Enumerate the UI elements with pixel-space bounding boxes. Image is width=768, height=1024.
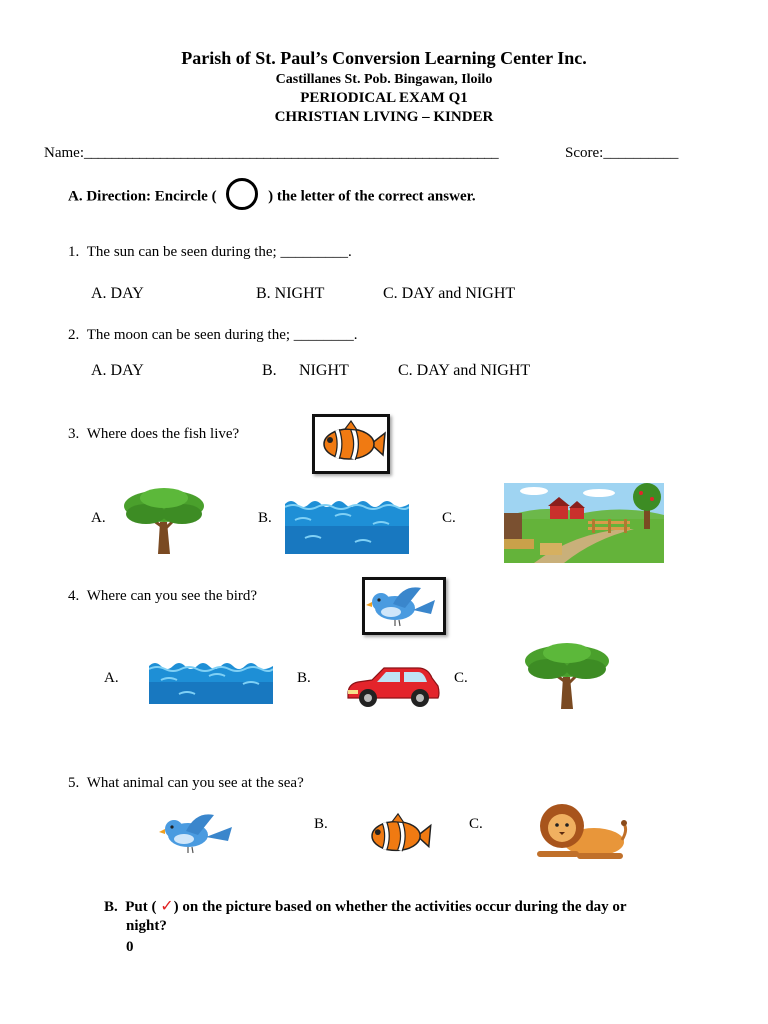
name-line: ____________________________________________________________ [83, 145, 498, 161]
question-text: What animal can you see at the sea? [86, 775, 304, 791]
bird-icon [158, 804, 236, 862]
check-mark-icon: ✓ [160, 896, 174, 915]
bird-icon [365, 580, 443, 632]
score-line: __________ [603, 145, 679, 161]
section-b-letter: B. [104, 899, 118, 915]
school-name: Parish of St. Paul’s Conversion Learning Center Inc. [181, 48, 587, 68]
q4-letter-c[interactable]: C. [454, 670, 468, 686]
score-label: Score: [565, 145, 604, 161]
section-a-prefix: A. Direction: Encircle ( [68, 188, 217, 205]
question-text: The moon can be seen during the; ________. [86, 327, 358, 343]
sea-icon [149, 660, 273, 704]
question-number: 2. [68, 327, 80, 343]
bird-picture-frame [362, 577, 446, 635]
q2-option-c[interactable]: C. DAY and NIGHT [398, 362, 531, 379]
question-number: 1. [68, 244, 80, 260]
tree-picture[interactable] [522, 639, 612, 711]
farm-picture[interactable] [504, 483, 664, 563]
question-number: 3. [68, 426, 80, 442]
question-3 [68, 426, 239, 443]
tree-icon [120, 484, 208, 556]
q3-letter-a[interactable]: A. [91, 510, 106, 526]
question-4 [68, 588, 257, 605]
fish-icon [315, 417, 387, 471]
q5-letter-b[interactable]: B. [314, 816, 328, 832]
farm-icon [504, 483, 664, 563]
question-5 [68, 775, 304, 792]
q2-option-b-letter[interactable]: B. [262, 362, 277, 379]
section-b-direction [104, 896, 627, 916]
question-text: The sun can be seen during the; _________. [86, 244, 352, 260]
tree-picture[interactable] [120, 484, 208, 556]
q1-option-a[interactable]: A. DAY [91, 285, 144, 302]
q2-option-a[interactable]: A. DAY [91, 362, 144, 379]
bird-picture[interactable] [158, 804, 236, 862]
sea-icon [285, 498, 409, 554]
sea-picture[interactable] [285, 498, 409, 554]
question-1 [68, 244, 352, 261]
section-b-line2: night? [126, 918, 167, 934]
fish-picture[interactable] [362, 810, 434, 862]
q1-option-b[interactable]: B. NIGHT [256, 285, 325, 302]
subject-title: CHRISTIAN LIVING – KINDER [274, 109, 494, 125]
section-b-text-before: Put ( [125, 899, 157, 915]
circle-icon [226, 178, 258, 210]
question-number: 4. [68, 588, 80, 604]
q4-letter-b[interactable]: B. [297, 670, 311, 686]
school-address: Castillanes St. Pob. Bingawan, Iloilo [275, 72, 493, 87]
tree-icon [522, 639, 612, 711]
lion-icon [536, 800, 628, 862]
section-a-suffix: ) the letter of the correct answer. [268, 188, 476, 205]
exam-title: PERIODICAL EXAM Q1 [300, 90, 468, 106]
fish-picture-frame [312, 414, 390, 474]
question-text: Where does the fish live? [86, 426, 240, 442]
q3-letter-c[interactable]: C. [442, 510, 456, 526]
score-field[interactable] [565, 145, 678, 162]
q3-letter-b[interactable]: B. [258, 510, 272, 526]
lion-picture[interactable] [536, 800, 628, 862]
section-a-direction [68, 181, 476, 213]
question-number: 5. [68, 775, 80, 791]
sea-picture[interactable] [149, 660, 273, 704]
fish-icon [362, 810, 434, 862]
q5-letter-c[interactable]: C. [469, 816, 483, 832]
question-2 [68, 327, 358, 344]
q2-option-b-text[interactable]: NIGHT [299, 362, 349, 379]
car-picture[interactable] [344, 664, 442, 710]
car-icon [344, 664, 442, 710]
q4-letter-a[interactable]: A. [104, 670, 119, 686]
q1-option-c[interactable]: C. DAY and NIGHT [383, 285, 516, 302]
question-text: Where can you see the bird? [86, 588, 258, 604]
section-b-extra: 0 [126, 939, 134, 955]
name-field[interactable] [44, 145, 498, 162]
name-label: Name: [44, 145, 84, 161]
section-b-text-after: ) on the picture based on whether the activities occur during the day or [173, 899, 627, 915]
